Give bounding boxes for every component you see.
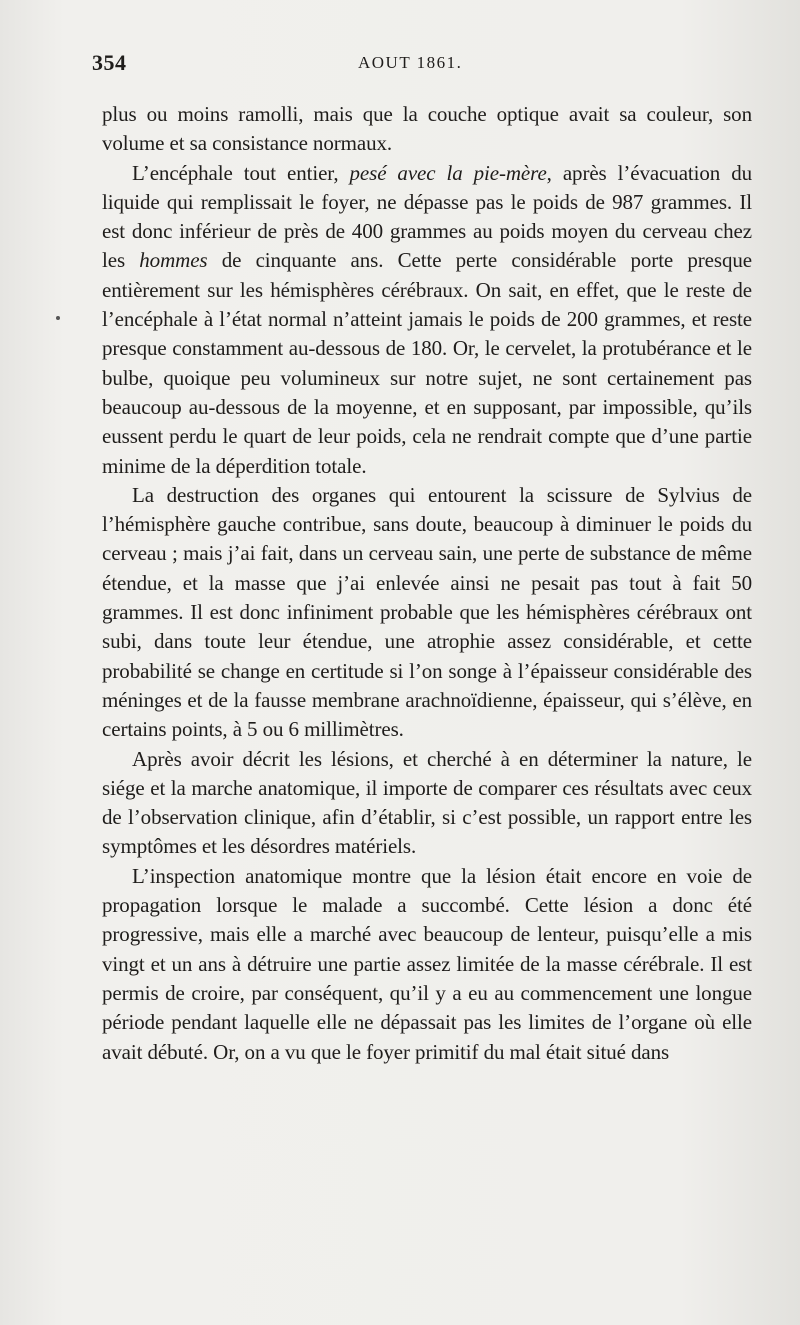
page-header [92,50,752,80]
paragraph-4: Après avoir décrit les lésions, et cherché à en déterminer la nature, le siége et la marche anatomique, il importe de comparer ces résultats avec ceux de l’observation clinique, afin d’établir, si c’est possible, un rapport entre les symptômes et les désordres matériels. [102,746,752,859]
paragraph-3: La destruction des organes qui entourent la scissure de Sylvius de l’hémisphère gauche contribue, sans doute, beaucoup à diminuer le poids du cerveau ; mais j’ai fait, dans un cerveau sain, une perte de substance de même étendue, et la masse que j’ai enlevée ainsi ne pesait pas tout à fait 50 grammes. Il est donc infiniment probable que les hémisphères cérébraux ont subi, dans toute leur étendue, une atrophie assez considérable, et cette probabilité se change en certitude si l’on songe à l’épaisseur considérable des méninges et de la fausse membrane arachnoïdienne, épaisseur, qui s’élève, en certains points, à 5 ou 6 millimètres. [102,482,752,742]
paragraph-2 [102,159,752,481]
paragraph-2-italic-b: hommes [139,248,208,273]
paragraph-5: L’inspection anatomique montre que la lésion était encore en voie de propagation lorsque le malade a succombé. Cette lésion a donc été progressive, mais elle a marché avec beaucoup de lenteur, puisqu’elle a mis vingt et un ans à détruire une partie assez limitée de la masse cérébrale. Il est permis de croire, par conséquent, qu’il y a eu au commencement une longue période pendant laquelle elle ne dépassait pas les limites de l’organe où elle avait débuté. Or, on a vu que le foyer primitif du mal était situé dans [102,863,752,1064]
paragraph-2-italic-a: pesé avec la pie-mère [349,160,547,185]
running-head: AOUT 1861. [358,53,463,72]
paragraph-2-text-c: de cinquante ans. Cette perte considérable porte presque entièrement sur les hémisphères cérébraux. On sait, en effet, que le reste de l’encéphale à l’état normal n’atteint jamais le poids de 200 grammes, et reste presque constamment au-dessous de 180. Or, le cervelet, la protubérance et le bulbe, quoique peu volumineux sur notre sujet, ne sont certainement pas beaucoup au-dessous de la moyenne, et en supposant, par impossible, qu’ils eussent perdu le quart de leur poids, cela ne rendrait compte que d’une partie minime de la déperdition totale. [102,248,752,478]
paragraph-1: plus ou moins ramolli, mais que la couche optique avait sa couleur, son volume et sa consistance normaux. [102,102,752,156]
paragraph-2-text-a: L’encéphale tout entier, [132,160,350,185]
margin-dot [56,316,60,320]
page-body [102,100,752,1067]
paragraph-2-text-b: , après l’évacuation du liquide qui remplissait le foyer, ne dépasse pas le poids de 987 grammes. Il est donc inférieur de près de 400 grammes au poids moyen du cerveau chez les [102,160,752,273]
page-number: 354 [92,50,127,75]
